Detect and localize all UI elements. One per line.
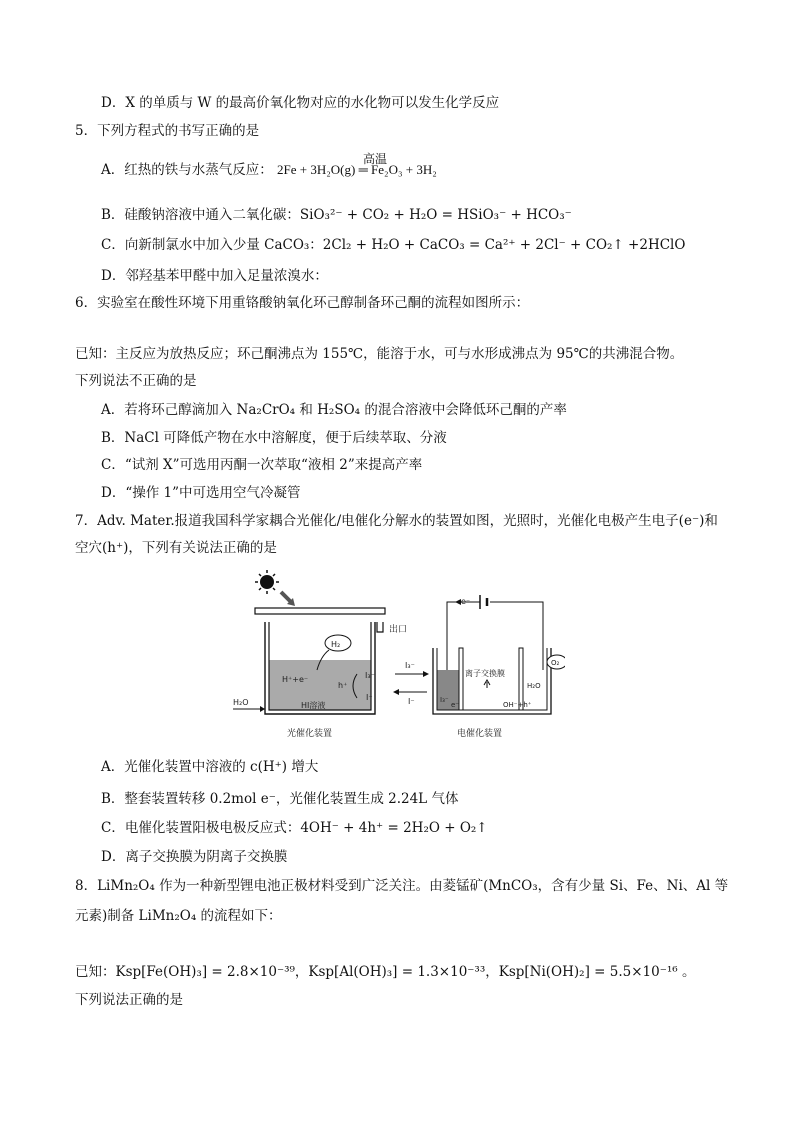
q7-option-c: C．电催化装置阳极电极反应式：4OH⁻ + 4h⁺ = 2H₂O + O₂↑ — [101, 820, 488, 836]
q4-option-d: D．X 的单质与 W 的最高价氧化物对应的水化物可以发生化学反应 — [101, 95, 500, 111]
hi-solution-label: HI溶液 — [301, 701, 326, 710]
i3-left-label: I₃⁻ — [440, 696, 449, 704]
i-minus-label: I⁻ — [366, 693, 373, 702]
circuit-left-wire — [447, 602, 480, 640]
ion-exchange-membrane — [459, 648, 463, 710]
q7-stem-line2: 空穴(h⁺)，下列有关说法正确的是 — [75, 540, 277, 556]
q6-option-c: C．“试剂 X”可选用丙酮一次萃取“液相 2”来提高产率 — [101, 457, 423, 473]
i-transfer-label: I⁻ — [408, 697, 415, 706]
q5-option-a-equation — [277, 152, 437, 177]
q6-ask: 下列说法不正确的是 — [75, 373, 197, 389]
outlet-label: 出口 — [389, 625, 408, 635]
q6-option-d: D．“操作 1”中可选用空气冷凝管 — [101, 485, 301, 501]
q7-option-d: D．离子交换膜为阴离子交换膜 — [101, 849, 288, 865]
i3-transfer-label: I₃⁻ — [405, 661, 415, 670]
q7-stem-line1: 7．Adv. Mater.报道我国科学家耦合光催化/电催化分解水的装置如图，光照时，光催化电极产生电子(e⁻)和 — [75, 513, 718, 529]
oh-h-label: OH⁻+h⁺ — [503, 701, 532, 709]
h-plus-label: h⁺ — [338, 681, 348, 690]
q8-stem-line2: 元素)制备 LiMn₂O₄ 的流程如下： — [75, 908, 282, 924]
q7-option-b: B．整套装置转移 0.2mol e⁻，光催化装置生成 2.24L 气体 — [101, 791, 459, 807]
q5-option-a-eq-text: 2Fe + 3H₂O(g) ═ Fe₂O₃ + 3H₂ — [277, 162, 437, 177]
h2-label: H₂ — [331, 640, 341, 649]
photocatalyst-electrode — [255, 608, 385, 614]
q8-known: 已知：Ksp[Fe(OH)₃] = 2.8×10⁻³⁹，Ksp[Al(OH)₃] = 1.3×10⁻³³，Ksp[Ni(OH)₂] = 5.5×10⁻¹⁶ 。 — [75, 964, 696, 980]
outlet-pipe — [377, 622, 383, 632]
q7-figure — [225, 570, 565, 745]
q6-known: 已知：主反应为放热反应；环己酮沸点为 155℃，能溶于水，可与水形成沸点为 95℃的共沸混合物。 — [75, 346, 684, 362]
caption-photocatalysis: 光催化装置 — [287, 729, 333, 739]
q5-option-c: C．向新制氯水中加入少量 CaCO₃：2Cl₂ + H₂O + CaCO₃ = Ca²⁺ + 2Cl⁻ + CO₂↑ +2HClO — [101, 237, 686, 253]
q5-option-a — [101, 152, 437, 180]
e-top-label: e⁻ — [461, 597, 471, 606]
i3-label: I₃⁻ — [365, 671, 375, 680]
circuit-right-wire — [490, 602, 543, 640]
h2o-right-label: H₂O — [527, 682, 541, 690]
membrane-label: 离子交换膜 — [465, 669, 505, 678]
q5-stem: 5．下列方程式的书写正确的是 — [75, 123, 260, 139]
o2-label: O₂ — [551, 659, 560, 667]
q8-ask: 下列说法正确的是 — [75, 992, 183, 1008]
h2o-inlet-label: H₂O — [233, 698, 249, 707]
q6-stem: 6．实验室在酸性环境下用重铬酸钠氧化环己醇制备环己酮的流程如图所示： — [75, 295, 530, 311]
sun-icon — [255, 570, 279, 594]
electron-flow-arrow — [455, 599, 461, 605]
light-arrow — [281, 592, 291, 602]
membrane-arrow — [484, 680, 490, 688]
e-left-label: e⁻ — [451, 701, 460, 709]
q5-option-d: D．邻羟基苯甲醛中加入足量浓溴水： — [101, 268, 328, 284]
q7-option-a: A．光催化装置中溶液的 c(H⁺) 增大 — [101, 759, 319, 775]
caption-electrocatalysis: 电催化装置 — [457, 729, 503, 739]
q5-option-a-condition: 高温 — [363, 152, 388, 166]
q6-option-a: A．若将环己醇滴加入 Na₂CrO₄ 和 H₂SO₄ 的混合溶液中会降低环己酮的产率 — [101, 402, 567, 418]
q5-option-a-label: A．红热的铁与水蒸气反应： — [101, 162, 273, 178]
q8-stem-line1: 8．LiMn₂O₄ 作为一种新型锂电池正极材料受到广泛关注。由菱锰矿(MnCO₃，含有少量 Si、Fe、Ni、Al 等 — [75, 878, 729, 894]
q6-option-b: B．NaCl 可降低产物在水中溶解度，便于后续萃取、分液 — [101, 430, 447, 446]
h-e-label: H⁺+e⁻ — [282, 675, 309, 684]
q5-option-b: B．硅酸钠溶液中通入二氧化碳：SiO₃²⁻ + CO₂ + H₂O = HSiO₃⁻ + HCO₃⁻ — [101, 207, 572, 223]
